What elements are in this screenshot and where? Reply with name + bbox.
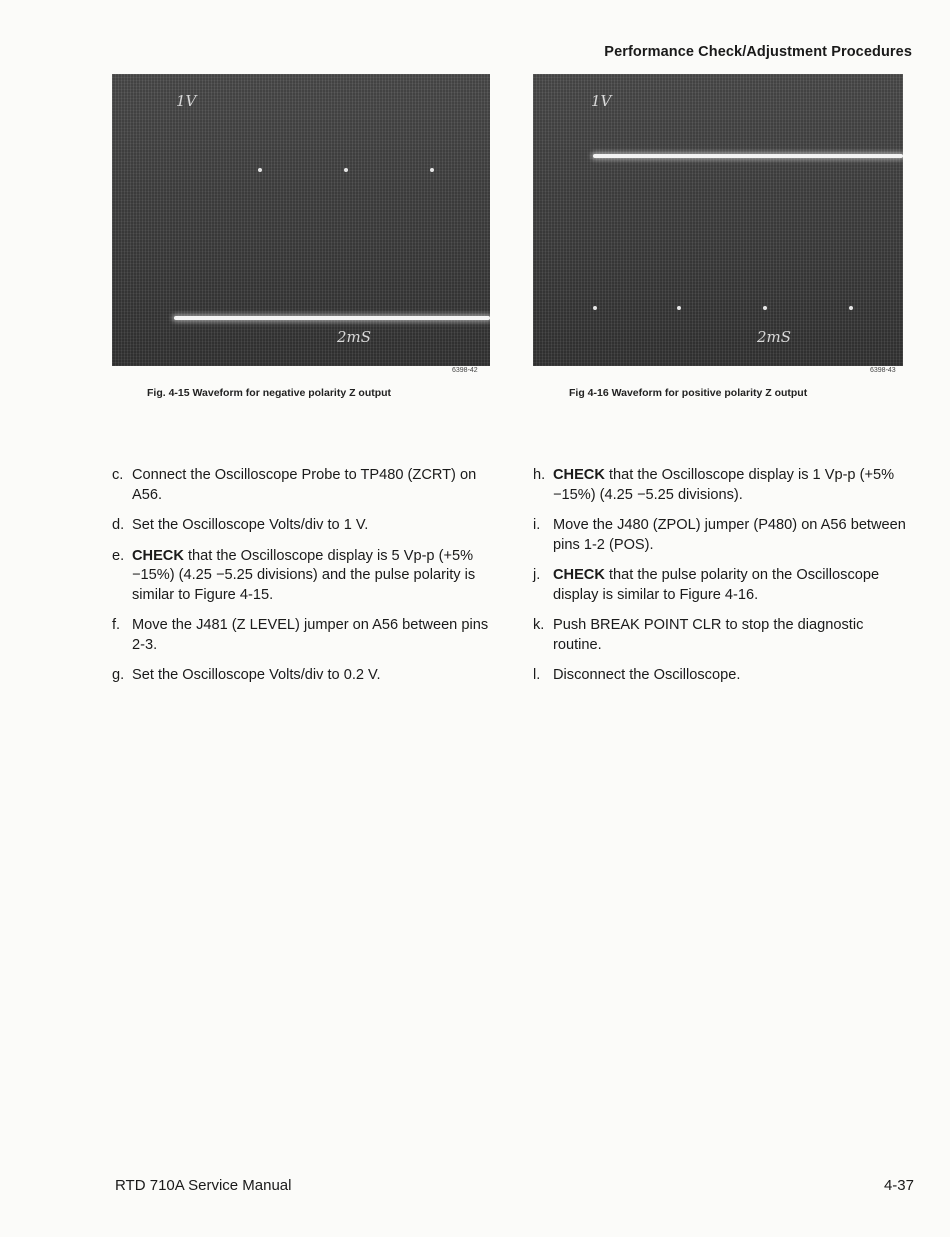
graticule-dot [763, 306, 767, 310]
step-f [112, 616, 496, 655]
step-letter: l. [533, 667, 541, 683]
step-letter: h. [533, 467, 546, 483]
waveform-trace [174, 316, 490, 320]
graticule-dot [258, 168, 262, 172]
step-letter: d. [112, 517, 125, 533]
step-l [533, 666, 913, 686]
oscilloscope-photo-positive [533, 74, 903, 366]
plate-number: 6398-43 [870, 367, 896, 374]
step-c [112, 466, 496, 505]
step-d [112, 516, 496, 536]
step-text: that the Oscilloscope display is 5 Vp-p (+5% −15%) (4.25 −5.25 divisions) and the pulse polarity is similar to Figure 4-15. [132, 547, 476, 603]
step-text: Connect the Oscilloscope Probe to TP480 (ZCRT) on A56. [132, 467, 477, 503]
graticule-dot [677, 306, 681, 310]
waveform-trace [593, 154, 903, 158]
figure-caption: Fig 4-16 Waveform for positive polarity Z output [569, 387, 808, 399]
graticule-dot [849, 306, 853, 310]
step-text: that the Oscilloscope display is 1 Vp-p (+5% −15%) (4.25 −5.25 divisions). [553, 467, 895, 503]
manual-title: RTD 710A Service Manual [115, 1177, 292, 1194]
step-letter: c. [112, 467, 124, 483]
step-k [533, 616, 913, 655]
step-j [533, 566, 913, 605]
step-letter: f. [112, 617, 121, 633]
step-letter: e. [112, 547, 125, 564]
step-h [533, 466, 913, 505]
step-text: Set the Oscilloscope Volts/div to 0.2 V. [132, 667, 381, 683]
check-keyword: CHECK [553, 467, 605, 483]
procedure-steps-right [533, 466, 913, 686]
volts-per-div-label: 1V [176, 92, 197, 110]
step-e [112, 547, 496, 606]
page-number: 4-37 [883, 1177, 914, 1194]
step-letter: i. [533, 517, 541, 533]
graticule-dot [344, 168, 348, 172]
step-text: Set the Oscilloscope Volts/div to 1 V. [132, 517, 369, 533]
graticule-dot [593, 306, 597, 310]
step-i [533, 516, 913, 555]
check-keyword: CHECK [553, 567, 605, 583]
procedure-steps-left [112, 466, 496, 686]
step-letter: g. [112, 667, 125, 683]
step-g [112, 666, 496, 686]
step-letter: j. [533, 567, 541, 583]
plate-number: 6398-42 [452, 367, 478, 374]
step-text: Push BREAK POINT CLR to stop the diagnostic routine. [553, 617, 864, 653]
check-keyword: CHECK [132, 547, 184, 564]
section-title: Performance Check/Adjustment Procedures [604, 44, 912, 60]
volts-per-div-label: 1V [591, 92, 612, 110]
step-text: Move the J480 (ZPOL) jumper (P480) on A56 between pins 1-2 (POS). [553, 517, 906, 553]
graticule-dot [430, 168, 434, 172]
step-text: that the pulse polarity on the Oscilloscope display is similar to Figure 4-16. [553, 567, 880, 603]
step-letter: k. [533, 617, 545, 633]
step-text: Disconnect the Oscilloscope. [553, 667, 741, 683]
step-text: Move the J481 (Z LEVEL) jumper on A56 between pins 2-3. [132, 617, 489, 653]
time-per-div-label: 2mS [337, 328, 372, 346]
time-per-div-label: 2mS [757, 328, 792, 346]
oscilloscope-photo-negative [112, 74, 490, 366]
figure-caption: Fig. 4-15 Waveform for negative polarity Z output [147, 387, 392, 399]
